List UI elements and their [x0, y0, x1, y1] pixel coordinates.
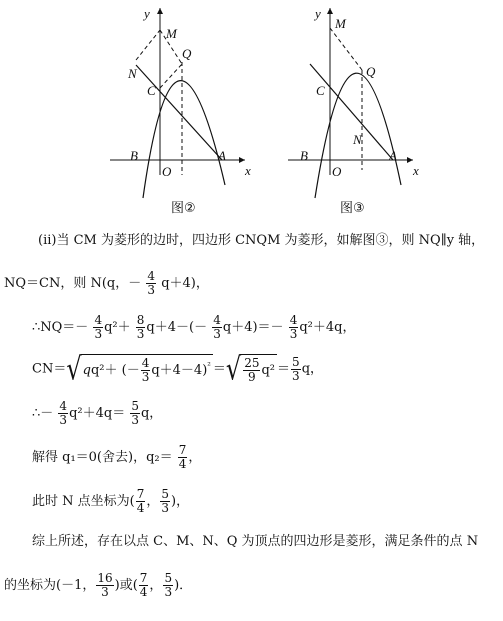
fraction — [160, 488, 170, 515]
den: 3 — [164, 585, 173, 599]
text: CN＝ — [32, 361, 67, 377]
label-x: x — [413, 163, 419, 178]
text: q²＋ — [104, 320, 131, 335]
text: ， — [149, 578, 163, 593]
text: 此时 N 点坐标为( — [32, 494, 135, 509]
label-b: B — [130, 148, 138, 163]
graph-figure-3 — [288, 0, 438, 200]
text: )． — [174, 578, 193, 593]
segment-mq — [330, 28, 362, 70]
den: 4 — [178, 457, 187, 471]
text: ＝ — [212, 361, 226, 377]
line-ca — [310, 64, 393, 160]
line-6 — [32, 444, 201, 471]
den: 3 — [59, 413, 68, 427]
label-c: C — [316, 83, 325, 98]
text: q＋4－4) — [151, 363, 208, 378]
fraction — [291, 356, 301, 383]
sqrt-symbol: √ — [225, 350, 242, 388]
line-2 — [4, 270, 209, 297]
line-nac — [136, 65, 222, 160]
label-n: N — [353, 132, 362, 147]
fraction — [130, 400, 140, 427]
label-a: A — [389, 148, 397, 163]
y-axis-arrow — [327, 8, 333, 14]
num: 4 — [289, 313, 298, 327]
text: )或( — [114, 578, 138, 593]
text: q＋4)＝－ — [222, 320, 284, 335]
num: 8 — [136, 313, 145, 327]
num: 25 — [244, 356, 260, 370]
text: q²＋ (－ — [90, 363, 140, 378]
fraction — [212, 314, 222, 341]
text: ＝ — [277, 361, 291, 377]
fraction — [163, 572, 173, 599]
text: 解得 q₁＝0(舍去)，q₂＝ — [32, 450, 173, 465]
fraction — [289, 314, 299, 341]
text: ， — [146, 494, 160, 509]
den: 3 — [161, 501, 170, 515]
text: q＋4－(－ — [146, 320, 208, 335]
den: 3 — [289, 327, 298, 341]
text: )， — [171, 494, 190, 509]
fraction — [58, 400, 68, 427]
fraction — [93, 314, 103, 341]
num: 5 — [164, 571, 173, 585]
text: q， — [301, 361, 324, 377]
fraction — [139, 572, 149, 599]
num: 4 — [213, 313, 221, 327]
label-c: C — [147, 83, 156, 98]
fraction — [178, 444, 188, 471]
label-x: x — [245, 163, 251, 178]
den: 3 — [131, 413, 139, 427]
label-m: M — [335, 16, 346, 31]
radicand: qq²＋ (－ $\frac{4}{3}$ q＋4－4)$^{^2}$ — [82, 356, 211, 384]
label-o: O — [332, 164, 342, 179]
den: 3 — [94, 327, 103, 341]
label-n: N — [128, 66, 137, 81]
text: 的坐标为(－1， — [4, 578, 96, 593]
line-5 — [32, 400, 162, 427]
num: 5 — [131, 399, 139, 413]
label-y: y — [315, 6, 321, 21]
line-8: 综上所述，存在以点 C、M、N、Q 为顶点的四边形是菱形，满足条件的点 N — [32, 534, 479, 549]
segment-nm — [136, 30, 160, 60]
text: q²＋4q， — [299, 320, 356, 335]
num: 4 — [141, 356, 150, 370]
sup: ² — [207, 361, 211, 372]
line-4 — [32, 350, 324, 388]
segment-cq — [160, 64, 182, 88]
text: NQ＝CN，则 N(q，－ — [4, 276, 142, 291]
line-7 — [32, 488, 189, 515]
parabola — [143, 81, 225, 198]
text: q＋4)， — [161, 276, 209, 291]
num: 4 — [94, 313, 103, 327]
label-y: y — [144, 6, 150, 21]
line-1: (ii)当 CM 为菱形的边时，四边形 CNQM 为菱形，如解图③，则 NQ∥y 轴， — [38, 233, 485, 248]
figure-3 — [288, 0, 438, 204]
text: q， — [140, 406, 163, 421]
num: 5 — [161, 487, 170, 501]
label-o: O — [162, 164, 172, 179]
num: 16 — [97, 571, 113, 585]
den: 3 — [147, 283, 156, 297]
text: q²＋4q＝ — [69, 406, 126, 421]
caption-figure-3: 图③ — [340, 201, 365, 216]
den: 4 — [136, 501, 145, 515]
fraction — [136, 488, 146, 515]
radicand — [240, 354, 277, 384]
graph-figure-2 — [110, 0, 260, 200]
line-3 — [32, 314, 355, 341]
den: 3 — [292, 368, 300, 383]
sqrt-symbol: √ — [66, 350, 82, 388]
text: ∴NQ＝－ — [32, 320, 89, 335]
den: 9 — [248, 370, 256, 384]
text: q² — [261, 363, 276, 378]
caption-figure-2: 图② — [171, 201, 196, 216]
label-a: A — [218, 148, 226, 163]
label-b: B — [300, 148, 308, 163]
num: 7 — [136, 487, 145, 501]
fraction — [243, 357, 260, 384]
den: 3 — [213, 327, 221, 341]
label-m: M — [166, 26, 177, 41]
line-9 — [4, 572, 192, 599]
fraction — [146, 270, 156, 297]
text: ， — [188, 450, 202, 465]
label-q: Q — [366, 64, 376, 79]
den: 3 — [101, 585, 109, 599]
den: 3 — [141, 370, 150, 384]
den: 4 — [139, 585, 148, 599]
fraction — [141, 357, 151, 384]
den: 3 — [136, 327, 145, 341]
y-axis-arrow — [157, 8, 163, 14]
num: 7 — [178, 443, 187, 457]
text: ∴－ — [32, 406, 54, 421]
num: 7 — [139, 571, 148, 585]
fraction — [96, 572, 113, 599]
label-q: Q — [182, 46, 192, 61]
num: 4 — [59, 399, 68, 413]
fraction — [136, 314, 146, 341]
num: 5 — [292, 354, 300, 369]
num: 4 — [147, 269, 156, 283]
figure-2 — [110, 0, 260, 204]
